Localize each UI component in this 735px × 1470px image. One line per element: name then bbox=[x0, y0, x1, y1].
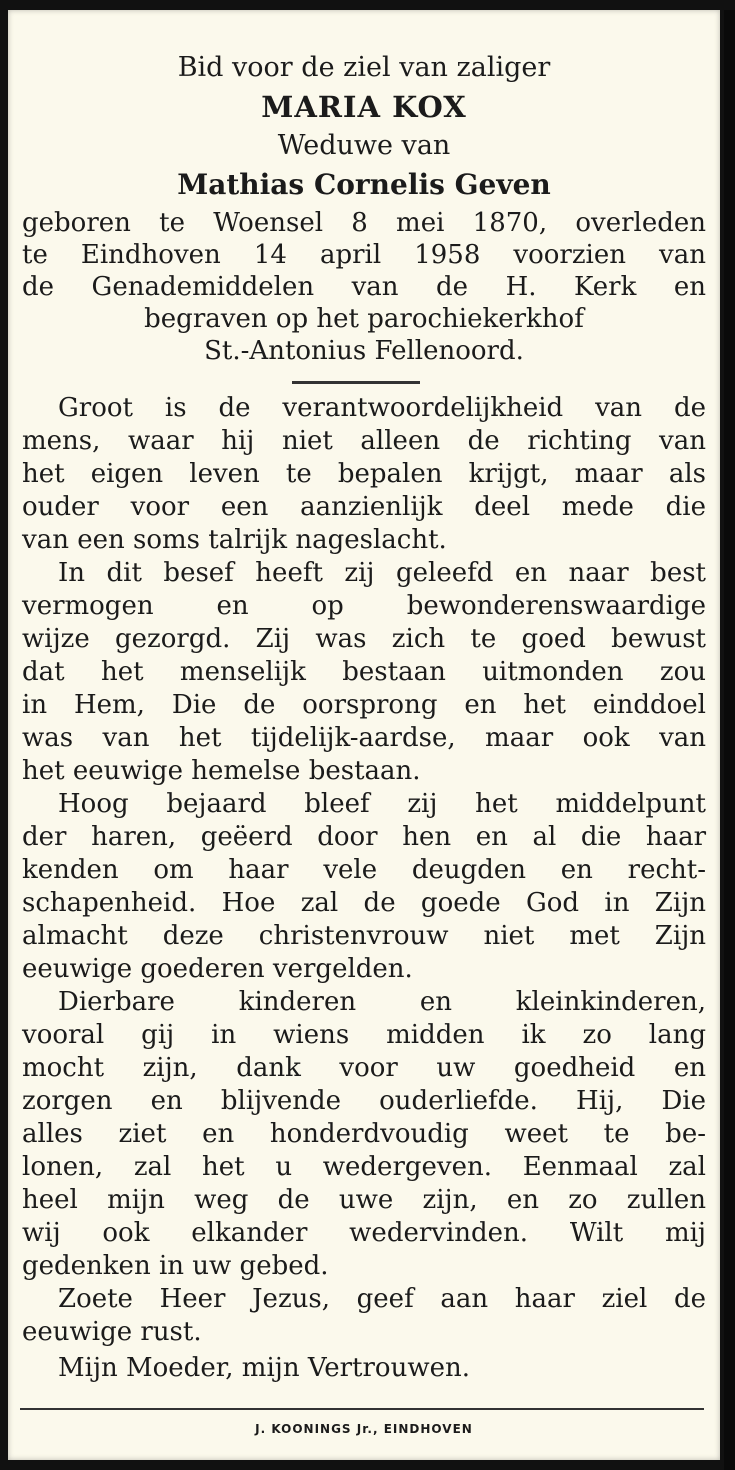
body-line: Groot is de verantwoordelijkheid van de bbox=[58, 393, 706, 423]
divider-ornament bbox=[292, 381, 420, 384]
memorial-card bbox=[8, 10, 720, 1460]
deceased-name: MARIA KOX bbox=[261, 90, 467, 124]
body-line: van een soms talrijk nageslacht. bbox=[22, 525, 447, 555]
body-line: zorgen en blijvende ouderliefde. Hij, Die bbox=[22, 1086, 706, 1116]
body-line: lonen, zal het u wedergeven. Eenmaal zal bbox=[22, 1152, 706, 1182]
body-line: ouder voor een aanzienlijk deel mede die bbox=[22, 492, 706, 522]
body-line: het eigen leven te bepalen krijgt, maar als bbox=[22, 459, 706, 489]
body-line: kenden om haar vele deugden en recht- bbox=[22, 855, 706, 885]
body-line: mocht zijn, dank voor uw goedheid en bbox=[22, 1053, 706, 1083]
info-line: begraven op het parochiekerkhof bbox=[144, 304, 584, 334]
body-line: schapenheid. Hoe zal de goede God in Zijn bbox=[22, 888, 706, 918]
body-line: In dit besef heeft zij geleefd en naar best bbox=[58, 558, 706, 588]
card-edge-shadow bbox=[724, 10, 735, 1470]
body-line: was van het tijdelijk-aardse, maar ook van bbox=[22, 723, 706, 753]
printer-imprint: J. KOONINGS Jr., EINDHOVEN bbox=[255, 1422, 473, 1436]
body-line: wijze gezorgd. Zij was zich te goed bewust bbox=[22, 624, 706, 654]
body-line: der haren, geëerd door hen en al die haar bbox=[22, 822, 706, 852]
info-line: geboren te Woensel 8 mei 1870, overleden bbox=[22, 208, 706, 238]
body-line: mens, waar hij niet alleen de richting van bbox=[22, 426, 706, 456]
body-line: almacht deze christenvrouw niet met Zijn bbox=[22, 921, 706, 951]
body-line: Dierbare kinderen en kleinkinderen, bbox=[58, 987, 706, 1017]
body-line: gedenken in uw gebed. bbox=[22, 1251, 329, 1281]
body-line: eeuwige goederen vergelden. bbox=[22, 954, 413, 984]
body-line: vooral gij in wiens midden ik zo lang bbox=[22, 1020, 706, 1050]
body-line: alles ziet en honderdvoudig weet te be- bbox=[22, 1119, 706, 1149]
widow-of-line: Weduwe van bbox=[277, 130, 451, 161]
body-line: Hoog bejaard bleef zij het middelpunt bbox=[58, 789, 706, 819]
bottom-divider bbox=[20, 1408, 704, 1410]
husband-name: Mathias Cornelis Geven bbox=[177, 168, 551, 201]
body-line: eeuwige rust. bbox=[22, 1317, 202, 1347]
closing-line: Mijn Moeder, mijn Vertrouwen. bbox=[58, 1353, 470, 1383]
info-line: te Eindhoven 14 april 1958 voorzien van bbox=[22, 240, 706, 270]
body-line: heel mijn weg de uwe zijn, en zo zullen bbox=[22, 1185, 706, 1215]
body-line: dat het menselijk bestaan uitmonden zou bbox=[22, 657, 706, 687]
body-line: in Hem, Die de oorsprong en het einddoel bbox=[22, 690, 706, 720]
pray-line: Bid voor de ziel van zaliger bbox=[177, 52, 551, 83]
body-line: vermogen en op bewonderenswaardige bbox=[22, 591, 706, 621]
info-line: de Genademiddelen van de H. Kerk en bbox=[22, 272, 706, 302]
body-line: wij ook elkander wedervinden. Wilt mij bbox=[22, 1218, 706, 1248]
body-line: het eeuwige hemelse bestaan. bbox=[22, 756, 421, 786]
info-line: St.-Antonius Fellenoord. bbox=[204, 336, 524, 366]
body-line: Zoete Heer Jezus, geef aan haar ziel de bbox=[58, 1284, 706, 1314]
